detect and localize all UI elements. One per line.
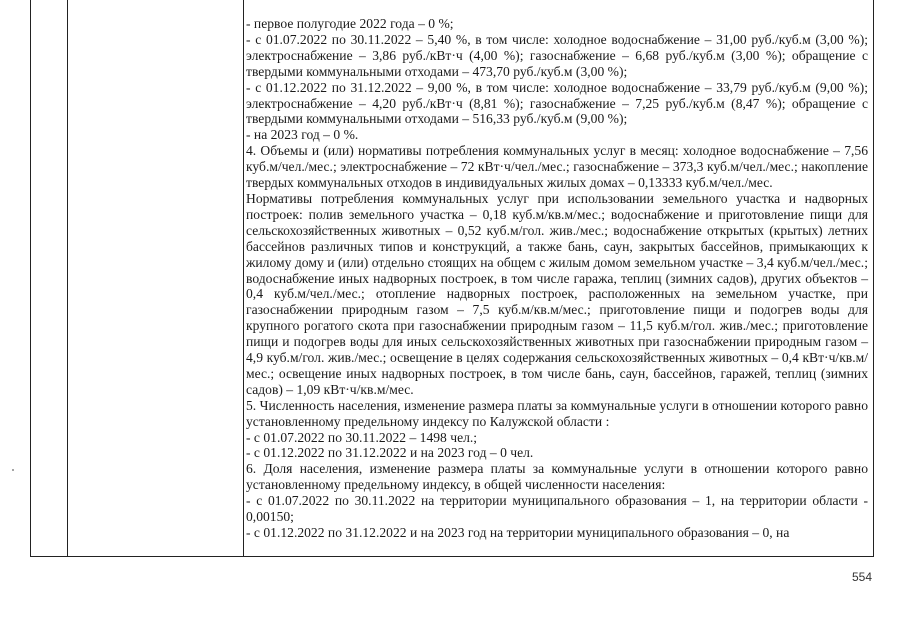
table-border-left [30, 0, 31, 557]
table-column-divider-1 [67, 0, 68, 557]
line-period-jul-nov: - с 01.07.2022 по 30.11.2022 – 5,40 %, в том числе: холодное водоснабжение – 31,00 руб./куб.м (3,00 %); электроснабжение – 3,86 руб./кВт·ч (4,00 %); газоснабжение – 6,68 руб./куб.м (3,00 %); обращение с твердыми коммунальными отходами – 473,70 руб./куб.м (3,00 %); [246, 31, 868, 79]
section-6-period-2: - с 01.12.2022 по 31.12.2022 и на 2023 год на территории муниципального образования – 0, на [246, 525, 790, 540]
section-4-volumes: 4. Объемы и (или) нормативы потребления коммунальных услуг в месяц: холодное водоснабжение – 7,56 куб.м/чел./мес.; электроснабжение – 72 кВт·ч/чел./мес.; газоснабжение – 373,3 куб.м/чел./мес.; накопление твердых коммунальных отходов в индивидуальных жилых домах – 0,13333 куб.м/чел./мес. [246, 143, 868, 191]
line-year-2023: - на 2023 год – 0 %. [246, 127, 359, 143]
table-cell-text [246, 16, 868, 541]
section-5-period-2: - с 01.12.2022 по 31.12.2022 и на 2023 год – 0 чел. [246, 445, 534, 461]
table-column-divider-2 [243, 0, 244, 557]
section-5-population: 5. Численность населения, изменение размера платы за коммунальные услуги в отношении которого равно установленному предельному индексу по Калужской области : [246, 397, 868, 429]
section-4-land-norms: Нормативы потребления коммунальных услуг при использовании земельного участка и надворных построек: полив земельного участка – 0,18 куб.м/кв.м/мес.; водоснабжение и приготовление пищи для сельскохозяйственных животных – 0,52 куб.м/гол. жив./мес.; водоснабжение открытых (крытых) летних бассейнов различных типов и конструкций, а также бань, саун, закрытых бассейнов, примыкающих к жилому дому и (или) отдельно стоящих на общем с жилым домом земельном участке – 3,4 куб.м/чел./мес.; водоснабжение иных надворных построек, в том числе гаража, теплиц (зимних садов), других объектов – 0,4 куб.м/чел./мес.; отопление надворных построек, расположенных на земельном участке, при газоснабжении природным газом – 7,5 куб.м/кв.м/мес.; приготовление пищи и подогрев воды для крупного рогатого скота при газоснабжении природным газом – 11,5 куб.м/гол. жив./мес.; приготовление пищи и подогрев воды для иных сельскохозяйственных животных при газоснабжении природным газом – 4,9 куб.м/гол. жив./мес.; освещение в целях содержания сельскохозяйственных животных – 0,4 кВт·ч/кв.м/мес.; освещение иных надворных построек, в том числе бань, саун, бассейнов, гаражей, теплиц (зимних садов) – 1,09 кВт·ч/кв.м/мес. [246, 190, 868, 397]
section-6-share: 6. Доля населения, изменение размера платы за коммунальные услуги в отношении которого равно установленному предельному индексу, в общей численности населения: [246, 461, 868, 493]
page-number: 554 [852, 570, 873, 584]
scan-speck [12, 469, 14, 471]
section-6-period-1: - с 01.07.2022 по 30.11.2022 на территории муниципального образования – 1, на территории области - 0,00150; [246, 493, 868, 525]
line-period-dec: - с 01.12.2022 по 31.12.2022 – 9,00 %, в том числе: холодное водоснабжение – 33,79 руб./куб.м (9,00 %); электроснабжение – 4,20 руб./кВт·ч (8,81 %); газоснабжение – 7,25 руб./куб.м (8,47 %); обращение с твердыми коммунальными отходами – 516,33 руб./куб.м (9,00 %); [246, 79, 868, 127]
section-5-period-1: - с 01.07.2022 по 30.11.2022 – 1498 чел.; [246, 429, 478, 445]
line-first-half-2022: - первое полугодие 2022 года – 0 %; [246, 16, 454, 31]
table-border-right [873, 0, 874, 557]
table-border-bottom [30, 556, 874, 557]
